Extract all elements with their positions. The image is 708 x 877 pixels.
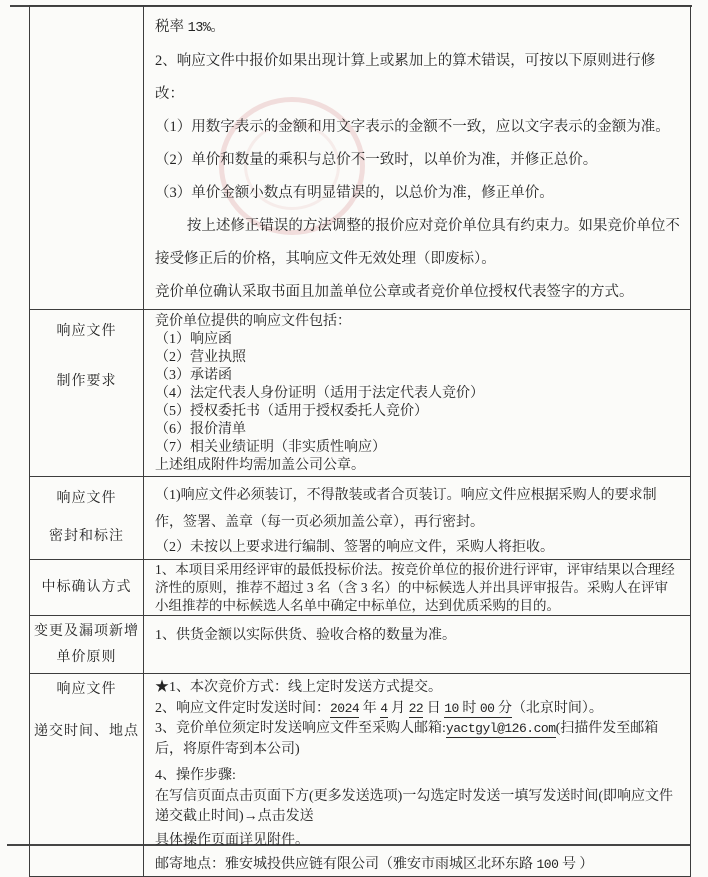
text-segment: （北京时间）。 (511, 700, 603, 716)
paragraph (155, 276, 681, 309)
text-segment: （3）单价金额小数点有明显错误的，以总价为准，修正单价。 (155, 185, 554, 201)
paragraph (155, 210, 681, 276)
text-segment: 22 (408, 700, 424, 716)
paragraph (155, 313, 681, 331)
text-segment: （2）营业执照 (155, 350, 246, 365)
row-label-line: 响应文件 (56, 491, 117, 506)
text-segment: 竞价单位确认采取书面且加盖单位公章或者竞价单位授权代表签字的方式。 (155, 284, 634, 300)
text-segment: 竞价单位提供的响应文件包括： (155, 314, 351, 329)
text-segment: （2）未按以上要求进行编制、签署的响应文件，采购人将拒收。 (155, 540, 554, 555)
paragraph (155, 699, 681, 720)
row-label-line: 递交时间、地点 (34, 724, 139, 739)
text-segment: （6）报价清单 (155, 422, 246, 437)
paragraph (155, 177, 681, 210)
row-content-cell (144, 477, 691, 560)
text-segment: 上述组成附件均需加盖公司公章。 (155, 458, 365, 473)
paragraph (155, 787, 681, 828)
text-segment: 年 (359, 700, 381, 716)
text-segment: （3）承诺函 (155, 368, 232, 383)
paragraph (155, 457, 681, 475)
text-segment: 1、供货金额以实际供货、验收合格的数量为准。 (155, 628, 456, 643)
text-segment: 2024 (330, 700, 360, 716)
text-segment: （7）相关业绩证明（非实质性响应） (155, 440, 386, 455)
paragraph (155, 421, 681, 439)
paragraph (155, 626, 681, 646)
paragraph (155, 385, 681, 403)
table-row-response-file-preparation (30, 310, 691, 477)
text-segment: （1）响应函 (155, 332, 232, 347)
row-label-cell (30, 616, 144, 674)
text-segment: 具体操作页面详见附件。 (155, 832, 309, 848)
bidding-terms-table-body (30, 6, 691, 877)
paragraph (155, 144, 681, 177)
text-segment: 10 (444, 700, 459, 716)
text-segment: （4）法定代表人身份证明（适用于法定代表人竞价） (155, 386, 484, 401)
row-label-cell (30, 6, 144, 310)
row-content-cell (144, 616, 691, 674)
row-label-line: 密封和标注 (49, 529, 124, 544)
paragraph (155, 11, 681, 45)
text-segment: 13% (187, 21, 211, 36)
table-row-award-confirmation-method (30, 560, 691, 616)
bidding-terms-table (29, 5, 691, 877)
text-segment: 月 (387, 700, 409, 716)
row-label-cell (30, 310, 144, 477)
text-segment: 邮寄地点：雅安城投供应链有限公司（雅安市雨城区北环东路 (155, 857, 537, 872)
row-label-line: 响应文件 (56, 324, 117, 339)
text-segment: 1、本项目采用经评审的最低投标价法。按竞价单位的报价进行评审，评审结果以合理经济性的原则，推荐不超过 3 名（含 3 名）的中标候选人并出具评审报告。采购人在评审小组推荐的中标候选人名单中确定中标单位，达到优质采购的目的。 (155, 562, 675, 613)
text-segment: （5）授权委托书（适用于授权委托人竞价） (155, 404, 428, 419)
paragraph (155, 855, 681, 876)
paragraph (155, 367, 681, 385)
row-label-line: 单价原则 (56, 649, 117, 665)
text-segment: 4 (380, 700, 388, 716)
text-segment: (扫描件发至邮箱后，将原件寄到本公司) (155, 721, 659, 757)
paragraph (155, 831, 681, 852)
row-label-line: 响应文件 (56, 682, 117, 697)
row-label-cell (30, 560, 144, 616)
paragraph (155, 561, 681, 615)
text-segment: 00 (479, 700, 495, 716)
row-label-line: 中标确认方式 (41, 579, 132, 595)
table-row-price-correction-rules (30, 6, 691, 310)
row-label-line: 变更及漏项新增 (34, 623, 139, 639)
text-segment: 日 (423, 700, 445, 716)
paragraph (155, 766, 681, 787)
row-label-line: 制作要求 (56, 374, 117, 389)
table-row-submission-time-place (30, 674, 691, 877)
paragraph (155, 403, 681, 421)
text-segment: 分 (494, 700, 512, 716)
text-segment: ★1、本次竞价方式：线上定时发送方式提交。 (155, 680, 442, 695)
email-text: yactgyl@126.com (445, 721, 556, 736)
row-content-cell (144, 6, 691, 310)
text-segment: （1)响应文件必须装订，不得散装或者合页装订。响应文件应根据采购人的要求制作，签署、盖章（每一页必须加盖公章），再行密封。 (155, 488, 657, 530)
table-row-response-file-sealing-marking (30, 477, 691, 560)
text-segment: 3、竞价单位须定时发送响应文件至采购人邮箱: (155, 721, 446, 736)
row-label-cell (30, 477, 144, 560)
paragraph (155, 331, 681, 349)
text-segment: 2、响应文件中报价如果出现计算上或累加上的算术错误，可按以下原则进行修改： (155, 53, 656, 102)
text-segment: 号 ） (558, 857, 594, 872)
row-content-cell (144, 674, 691, 877)
text-segment: 税率 (155, 19, 188, 35)
paragraph (155, 111, 681, 144)
row-content-cell (144, 310, 691, 477)
text-segment: 按上述修正错误的方法调整的报价应对竞价单位具有约束力。如果竞价单位不接受修正后的价格，其响应文件无效处理（即废标）。 (155, 218, 680, 267)
text-segment: 。 (210, 19, 225, 35)
paragraph (155, 678, 681, 699)
paragraph (155, 45, 681, 111)
text-segment: 100 (536, 857, 559, 872)
text-segment: 时 (458, 700, 480, 716)
paragraph (155, 482, 681, 536)
text-segment: 4、操作步骤: (155, 768, 236, 783)
paragraph (155, 719, 681, 760)
text-segment: （2）单价和数量的乘积与总价不一致时，以单价为准，并修正总价。 (155, 152, 598, 168)
row-content-cell (144, 560, 691, 616)
text-segment: 2、响应文件定时发送时间： (155, 700, 330, 716)
paragraph (155, 439, 681, 457)
text-segment: 在写信页面点击页面下方(更多发送选项)一勾选定时发送一填写发送时间(即响应文件递交截止时间)→点击发送 (155, 788, 673, 824)
paragraph (155, 538, 681, 558)
paragraph (155, 349, 681, 367)
table-row-change-omission-unit-price-principle (30, 616, 691, 674)
row-label-cell (30, 674, 144, 877)
text-segment: （1）用数字表示的金额和用文字表示的金额不一致，应以文字表示的金额为准。 (155, 119, 670, 135)
